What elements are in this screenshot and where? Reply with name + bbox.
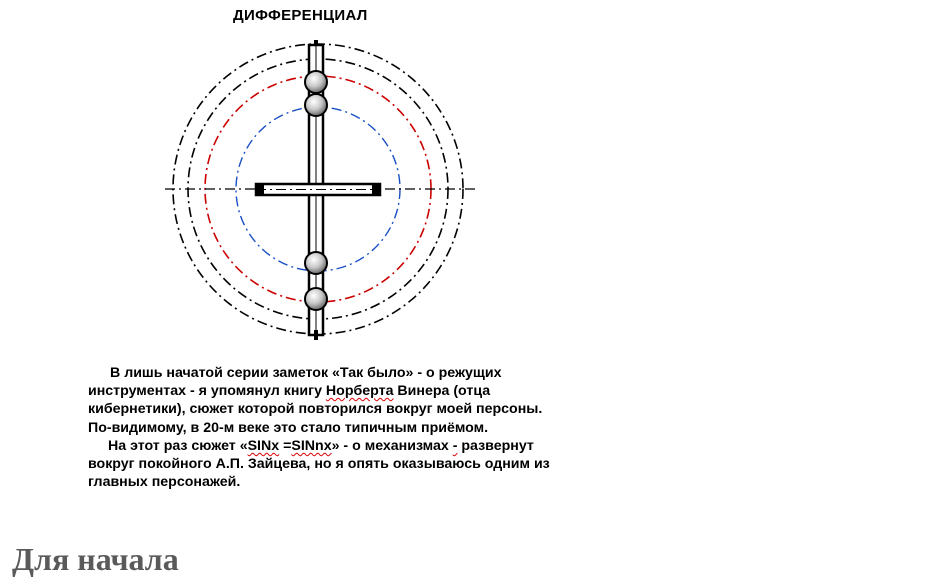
cross-arm-left-block [256,184,264,195]
paragraph-2-dash: - [452,437,458,454]
cross-arm-right-block [372,184,380,195]
paragraph-1-text-a: В лишь начатой серии заметок «Так было» - о режущих инструментах - я упомянул книгу [88,365,502,400]
formula-sinx: SINx [247,437,280,454]
paragraph-1-name: Норберта [325,383,394,400]
ball-top-1 [305,71,327,93]
paragraph-1-text-b: Винера (отца кибернетики), сюжет которой повторился вокруг моей персоны. По-видимому, в 20-м веке это стало типичным приёмом. [88,383,543,436]
ball-bottom-2 [305,288,327,310]
paragraph-2 [88,437,558,492]
paragraph-2-text-b: » - о механизмах [331,437,453,454]
ball-bottom-1 [305,252,327,274]
paragraph-2-text-a: На этот раз сюжет « [108,437,248,454]
section-heading: Для начала [12,541,179,577]
differential-diagram [165,40,475,340]
ball-top-2 [305,94,327,116]
paragraph-1 [88,364,558,437]
diagram-title: ДИФФЕРЕНЦИАЛ [233,7,368,24]
formula-sinnx: SINnx [291,437,332,454]
paragraph-2-text-c: развернут вокруг покойного А.П. Зайцева, но я опять оказываюсь одним из главных персонажей. [88,437,550,491]
formula-equals: = [279,437,292,454]
body-text [88,364,558,491]
